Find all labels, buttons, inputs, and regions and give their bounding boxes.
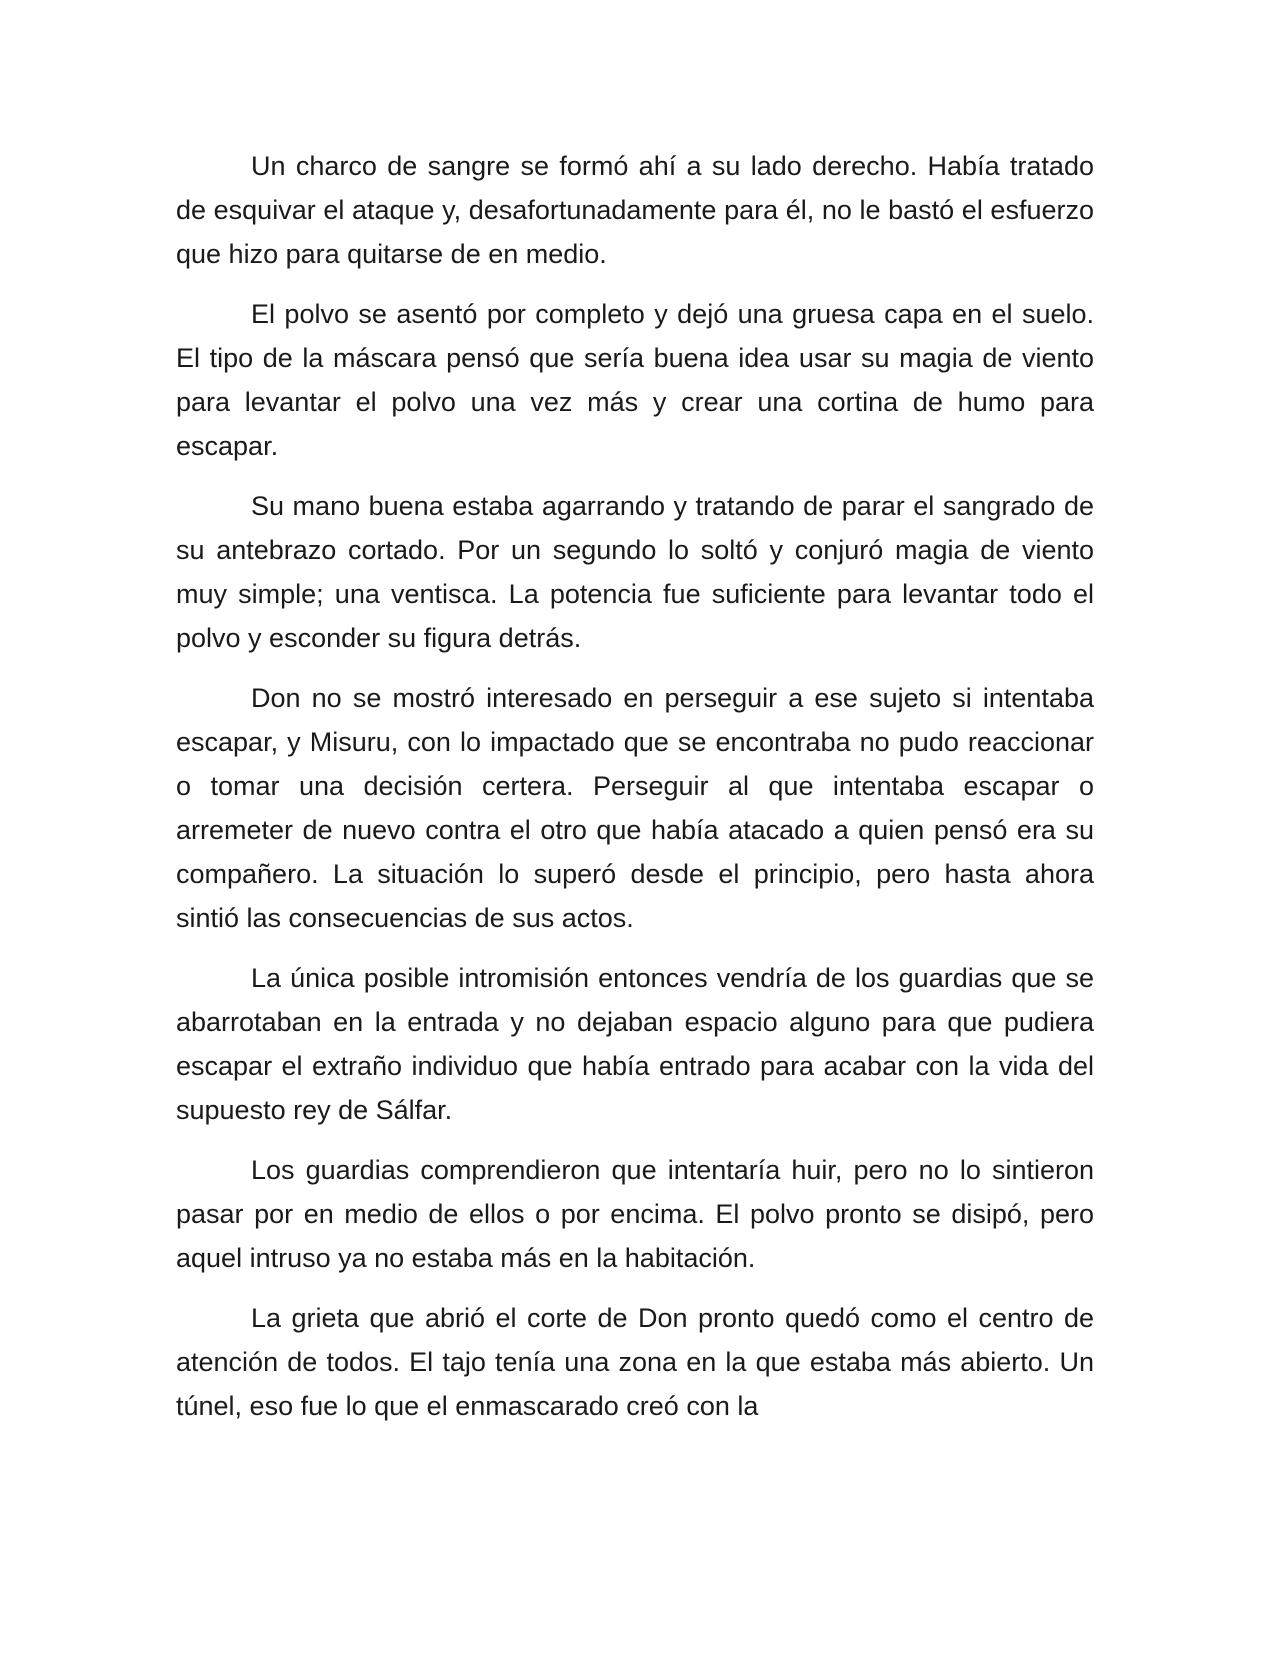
paragraph-3: Su mano buena estaba agarrando y tratando de parar el sangrado de su antebrazo cortado. Por un segundo lo soltó y conjuró magia de viento muy simple; una ventisca. La potencia fue suficiente para levantar todo el polvo y esconder su figura detrás. xyxy=(176,491,1094,653)
paragraph-6: Los guardias comprendieron que intentaría huir, pero no lo sintieron pasar por en medio de ellos o por encima. El polvo pronto se disipó, pero aquel intruso ya no estaba más en la habitación. xyxy=(176,1155,1094,1273)
body-text xyxy=(176,144,1094,1444)
paragraph-1: Un charco de sangre se formó ahí a su lado derecho. Había tratado de esquivar el ataque y, desafortunadamente para él, no le bastó el esfuerzo que hizo para quitarse de en medio. xyxy=(176,151,1094,269)
paragraph-5: La única posible intromisión entonces vendría de los guardias que se abarrotaban en la entrada y no dejaban espacio alguno para que pudiera escapar el extraño individuo que había entrado para acabar con la vida del supuesto rey de Sálfar. xyxy=(176,963,1094,1125)
paragraph-7: La grieta que abrió el corte de Don pronto quedó como el centro de atención de todos. El tajo tenía una zona en la que estaba más abierto. Un túnel, eso fue lo que el enmascarado creó con la xyxy=(176,1303,1094,1421)
paragraph-2: El polvo se asentó por completo y dejó una gruesa capa en el suelo. El tipo de la máscara pensó que sería buena idea usar su magia de viento para levantar el polvo una vez más y crear una cortina de humo para escapar. xyxy=(176,299,1094,461)
paragraph-4: Don no se mostró interesado en perseguir a ese sujeto si intentaba escapar, y Misuru, con lo impactado que se encontraba no pudo reaccionar o tomar una decisión certera. Perseguir al que intentaba escapar o arremeter de nuevo contra el otro que había atacado a quien pensó era su compañero. La situación lo superó desde el principio, pero hasta ahora sintió las consecuencias de sus actos. xyxy=(176,683,1094,933)
